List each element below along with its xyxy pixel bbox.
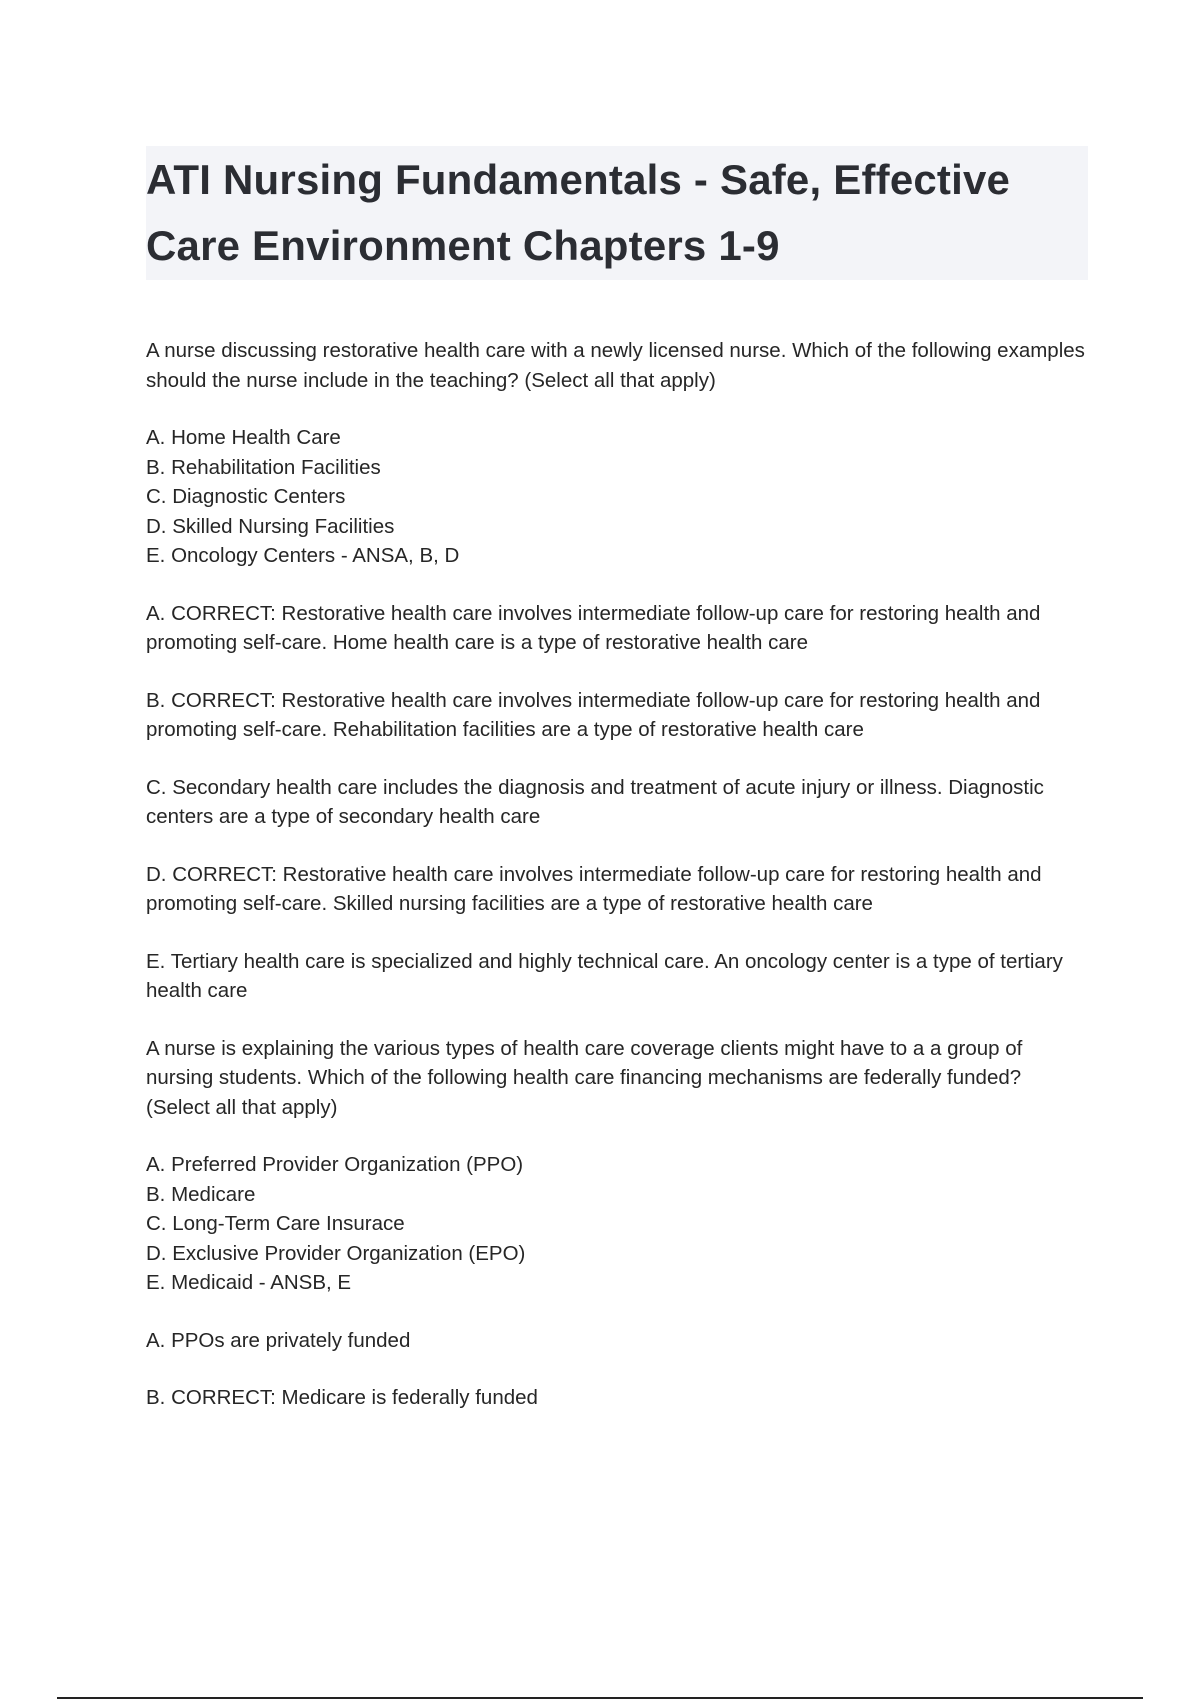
question-1-option-d: D. Skilled Nursing Facilities — [146, 514, 395, 538]
footer-divider — [57, 1697, 1143, 1699]
question-2-option-c: C. Long-Term Care Insurace — [146, 1212, 405, 1235]
question-1-option-e: E. Oncology Centers - ANSA, B, D — [146, 544, 460, 567]
question-2-option-e: E. Medicaid - ANSB, E — [146, 1271, 352, 1294]
question-1-rationale-e: E. Tertiary health care is specialized and highly technical care. An oncology center is a type of tertiary health care — [146, 949, 1063, 1002]
question-2-options — [146, 1150, 1086, 1298]
question-1-prompt: A nurse discussing restorative health care with a newly licensed nurse. Which of the following examples should the nurse include in the teaching? (Select all that apply) — [146, 339, 1085, 392]
question-1-rationale-a: A. CORRECT: Restorative health care involves intermediate follow-up care for restoring health and promoting self-care. Home health care is a type of restorative health care — [146, 601, 1041, 654]
question-2-option-b: B. Medicare — [146, 1182, 256, 1206]
title-banner — [146, 146, 1088, 280]
question-2-option-a: A. Preferred Provider Organization (PPO) — [146, 1153, 524, 1176]
question-2-option-d: D. Exclusive Provider Organization (EPO) — [146, 1241, 526, 1265]
question-1-rationale-d: D. CORRECT: Restorative health care involves intermediate follow-up care for restoring health and promoting self-care. Skilled nursing facilities are a type of restorative health care — [146, 862, 1042, 915]
question-1-option-b: B. Rehabilitation Facilities — [146, 455, 381, 479]
question-1-option-a: A. Home Health Care — [146, 426, 341, 449]
question-1-option-c: C. Diagnostic Centers — [146, 485, 346, 508]
question-2-rationale-b: B. CORRECT: Medicare is federally funded — [146, 1386, 538, 1409]
question-2-prompt: A nurse is explaining the various types of health care coverage clients might have to a a group of nursing students. Which of the following health care financing mechanisms are federally funded? (Select all that apply) — [146, 1036, 1023, 1119]
document-title: ATI Nursing Fundamentals - Safe, Effective Care Environment Chapters 1-9 — [146, 156, 1011, 269]
question-1-rationale-c: C. Secondary health care includes the diagnosis and treatment of acute injury or illness. Diagnostic centers are a type of secondary health care — [146, 775, 1044, 828]
document-body — [146, 336, 1086, 1441]
question-1-rationale-b: B. CORRECT: Restorative health care involves intermediate follow-up care for restoring health and promoting self-care. Rehabilitation facilities are a type of restorative health care — [146, 688, 1041, 741]
question-1-options — [146, 423, 1086, 571]
question-2-rationale-a: A. PPOs are privately funded — [146, 1328, 411, 1352]
